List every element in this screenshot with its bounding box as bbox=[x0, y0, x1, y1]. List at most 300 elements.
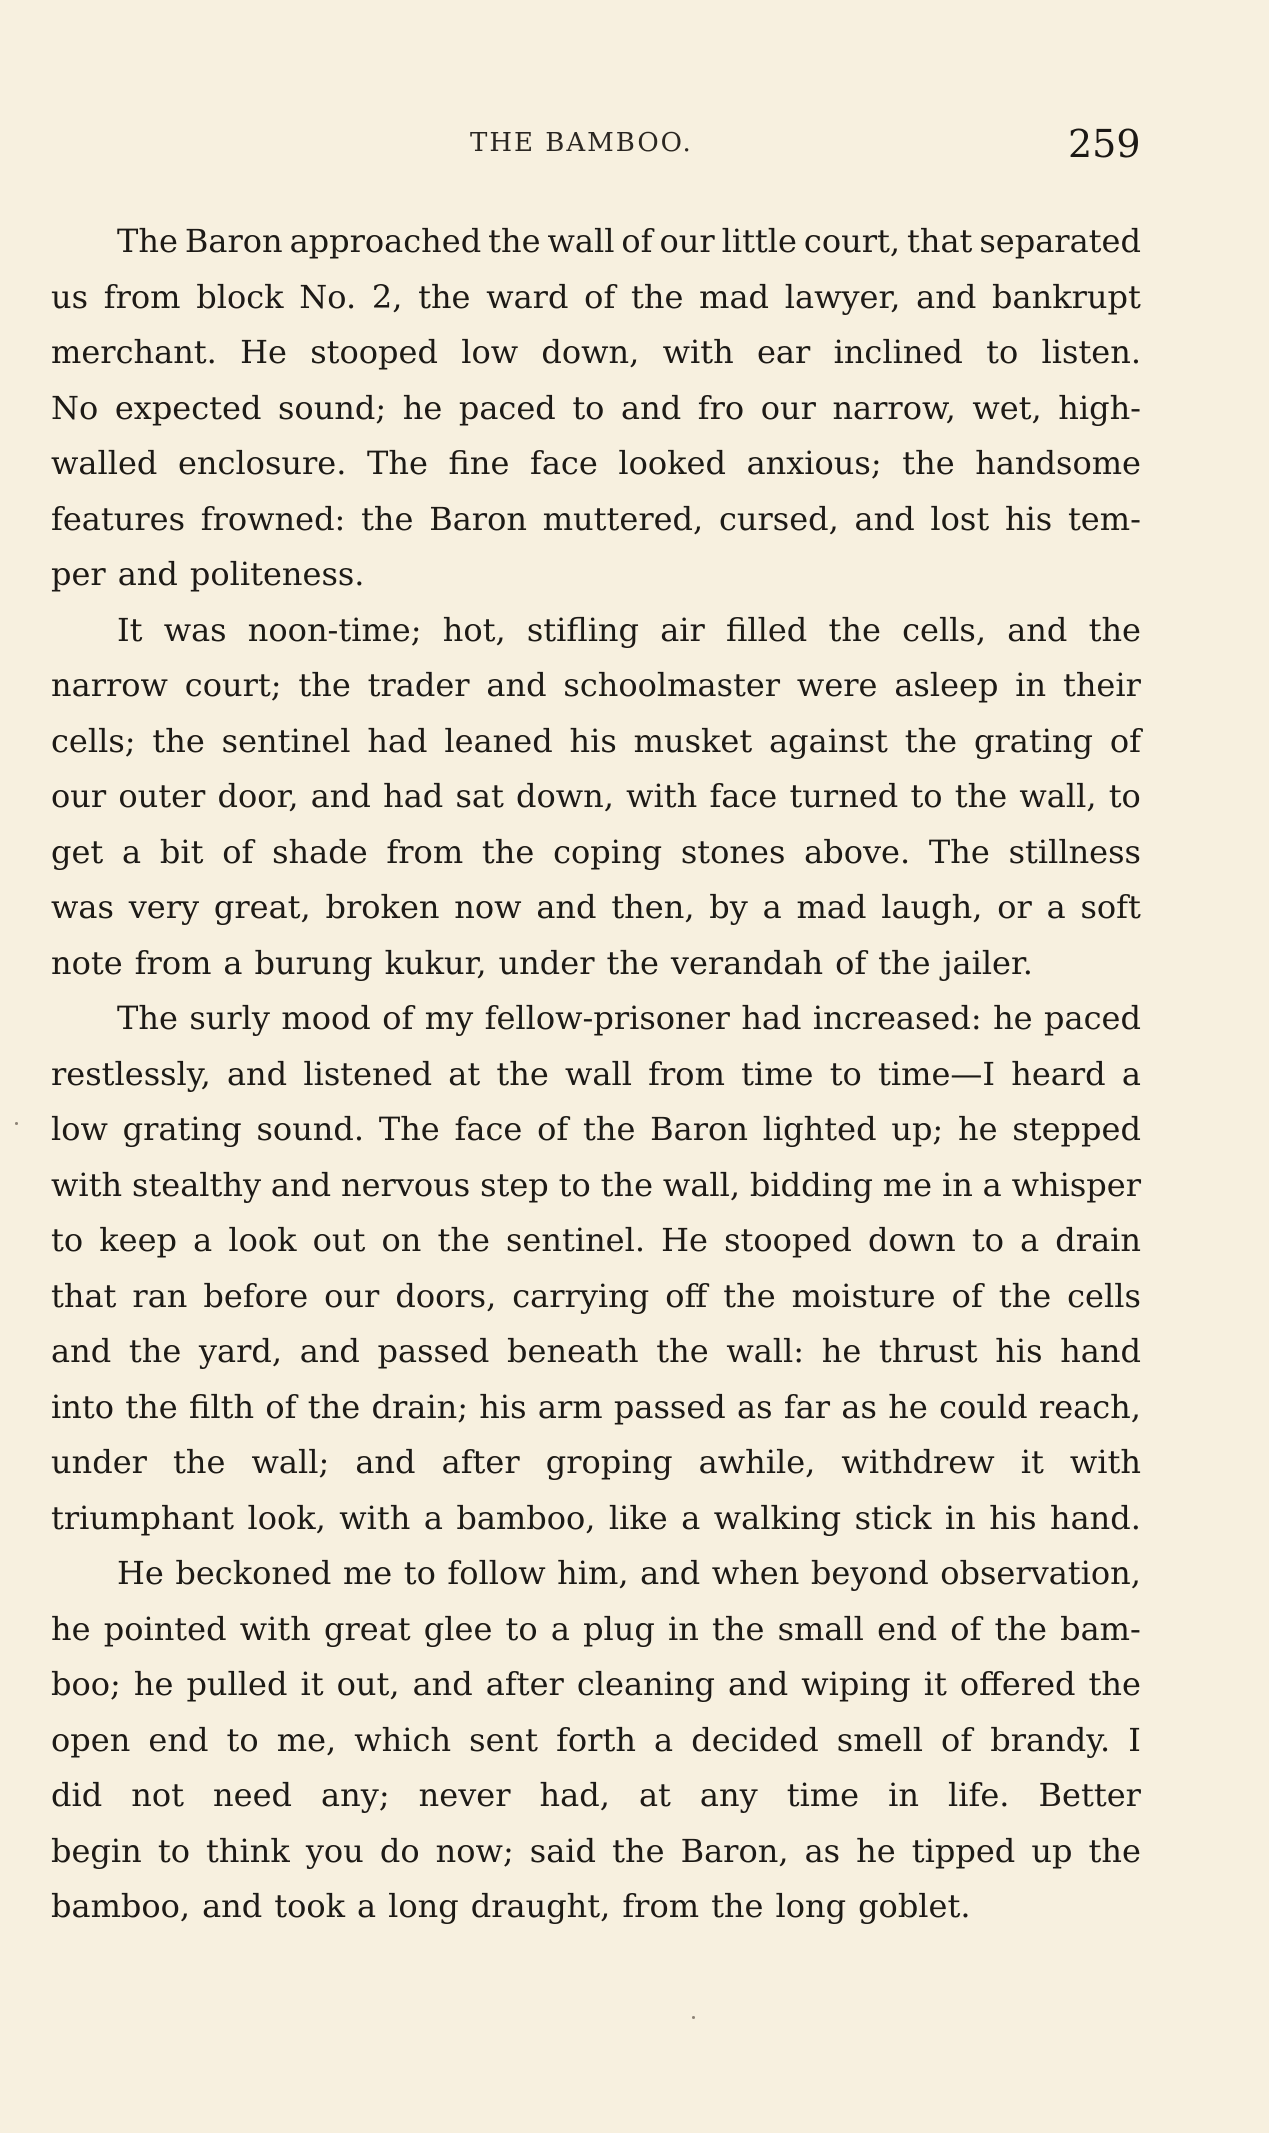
word: it bbox=[923, 1665, 947, 1703]
word: you bbox=[305, 1831, 364, 1870]
word: The bbox=[378, 1110, 440, 1148]
word: bidding bbox=[749, 1165, 873, 1204]
word: the bbox=[152, 721, 205, 760]
word: stepped bbox=[1012, 1110, 1141, 1148]
word: the bbox=[712, 1609, 765, 1648]
word: follow bbox=[447, 1554, 546, 1592]
word: bankrupt bbox=[992, 277, 1141, 316]
word: increased: bbox=[812, 999, 982, 1037]
text-line bbox=[51, 1657, 1141, 1713]
word: that bbox=[906, 222, 973, 260]
word: to bbox=[971, 1221, 1004, 1259]
word: the bbox=[606, 943, 659, 982]
word: me, bbox=[276, 1720, 337, 1759]
word: after bbox=[485, 1665, 564, 1703]
word: when bbox=[711, 1554, 800, 1592]
word: stooped bbox=[724, 1221, 852, 1259]
word: and bbox=[728, 1665, 789, 1703]
word: sentinel bbox=[221, 721, 351, 760]
word: him, bbox=[557, 1554, 629, 1592]
word: cells; bbox=[51, 721, 136, 760]
word: the bbox=[994, 1609, 1047, 1648]
word: fro bbox=[697, 388, 745, 427]
word: against bbox=[769, 721, 888, 760]
word: Baron bbox=[429, 499, 527, 538]
word: time bbox=[741, 1054, 814, 1093]
text-line bbox=[51, 547, 1141, 603]
word: note bbox=[51, 943, 123, 982]
word: drain bbox=[1055, 1221, 1141, 1259]
text-line bbox=[51, 1491, 1141, 1547]
word: looked bbox=[618, 444, 726, 482]
text-line bbox=[51, 1102, 1141, 1158]
word: of bbox=[951, 1276, 983, 1315]
word: the bbox=[173, 1443, 226, 1481]
word: the bbox=[600, 1165, 654, 1204]
word: sentinel. bbox=[506, 1221, 646, 1259]
word: and bbox=[226, 1054, 288, 1093]
word: far bbox=[783, 1387, 831, 1426]
word: passed bbox=[377, 1332, 490, 1370]
word: drain; bbox=[371, 1387, 468, 1426]
word: to bbox=[1108, 777, 1141, 815]
word: down bbox=[867, 1221, 956, 1259]
word: open bbox=[51, 1720, 131, 1759]
word: He bbox=[661, 1221, 708, 1259]
word: He bbox=[240, 333, 287, 371]
word: stones bbox=[680, 832, 786, 871]
word: as bbox=[737, 1387, 773, 1426]
text-line bbox=[51, 325, 1141, 381]
word: cursed, bbox=[718, 499, 839, 538]
word: now; bbox=[435, 1831, 514, 1870]
word: and bbox=[270, 1165, 332, 1204]
word: air bbox=[660, 610, 705, 649]
word: he bbox=[856, 1831, 896, 1870]
word: groping bbox=[545, 1443, 673, 1481]
text-line bbox=[51, 1546, 1141, 1602]
word: moisture bbox=[791, 1276, 936, 1315]
word: narrow bbox=[51, 666, 168, 704]
word: to bbox=[558, 1165, 591, 1204]
word: of bbox=[1109, 721, 1141, 760]
word: No bbox=[51, 388, 99, 427]
word: mood bbox=[281, 999, 371, 1037]
text-line bbox=[51, 1768, 1141, 1824]
word: now bbox=[454, 888, 522, 926]
word: musket bbox=[633, 721, 753, 760]
running-title: THE BAMBOO. bbox=[470, 128, 693, 158]
paragraph bbox=[51, 1546, 1141, 1935]
word: brandy. bbox=[990, 1720, 1111, 1759]
word: of bbox=[621, 222, 653, 260]
word: a bbox=[982, 1165, 1002, 1204]
word: of bbox=[950, 1609, 982, 1648]
word: low bbox=[461, 333, 519, 371]
word: sent bbox=[469, 1720, 538, 1759]
word: the bbox=[904, 721, 958, 760]
word: as bbox=[804, 1831, 841, 1870]
word: any bbox=[699, 1776, 758, 1814]
word: little bbox=[721, 222, 797, 260]
word: fine bbox=[448, 444, 510, 482]
word: he bbox=[133, 1665, 174, 1703]
word: keep bbox=[99, 1221, 177, 1259]
word: the bbox=[361, 499, 414, 538]
text-line bbox=[51, 1047, 1141, 1103]
word: before bbox=[203, 1276, 309, 1315]
word: I bbox=[1128, 1720, 1141, 1759]
word: frowned: bbox=[200, 499, 346, 538]
word: his bbox=[479, 1387, 527, 1426]
word: me bbox=[882, 1165, 933, 1204]
word: listen. bbox=[1041, 333, 1141, 371]
word: ear bbox=[756, 333, 811, 371]
word: of bbox=[222, 832, 254, 871]
text-line bbox=[51, 1324, 1141, 1380]
word: noon-time; bbox=[247, 610, 422, 649]
word: sound. bbox=[256, 1110, 365, 1148]
word: he bbox=[957, 1110, 998, 1148]
word: which bbox=[354, 1720, 452, 1759]
word: the bbox=[723, 1276, 776, 1315]
word: the bbox=[496, 1054, 549, 1093]
word: the bbox=[1088, 1665, 1141, 1703]
word: took bbox=[274, 1887, 346, 1925]
word: 2, bbox=[371, 277, 403, 316]
word: observation, bbox=[940, 1554, 1141, 1592]
word: hand. bbox=[1049, 1498, 1141, 1537]
word: with bbox=[239, 1609, 311, 1648]
word: Baron bbox=[184, 222, 283, 260]
text-line bbox=[51, 991, 1141, 1047]
word: and bbox=[621, 388, 682, 427]
word: of bbox=[537, 1110, 569, 1148]
word: in bbox=[1015, 666, 1047, 704]
word: the bbox=[437, 1221, 490, 1259]
word: a bbox=[193, 1221, 213, 1259]
word: verandah bbox=[670, 943, 824, 982]
word: grating bbox=[973, 721, 1094, 760]
word: from bbox=[103, 277, 181, 316]
word: or bbox=[997, 888, 1032, 926]
word: wiping bbox=[801, 1665, 911, 1703]
word: at bbox=[448, 1054, 481, 1093]
word: and bbox=[202, 1887, 263, 1925]
text-line bbox=[51, 1380, 1141, 1436]
word: life. bbox=[948, 1776, 1010, 1814]
word: out bbox=[312, 1221, 366, 1259]
word: and bbox=[640, 1554, 701, 1592]
word: a bbox=[223, 943, 243, 982]
word: down, bbox=[516, 777, 614, 815]
word: with bbox=[51, 1165, 123, 1204]
text-line bbox=[51, 1713, 1141, 1769]
word: in bbox=[941, 1165, 973, 1204]
word: off bbox=[665, 1276, 708, 1315]
word: small bbox=[777, 1609, 864, 1648]
word: arm bbox=[537, 1387, 603, 1426]
word: the bbox=[128, 1332, 182, 1370]
word: awhile, bbox=[698, 1443, 816, 1481]
word: enclosure. bbox=[177, 444, 347, 482]
word: cells bbox=[1067, 1276, 1141, 1315]
word: a bbox=[1121, 1054, 1141, 1093]
word: look bbox=[228, 1221, 297, 1259]
word: my bbox=[424, 999, 474, 1037]
word: expected bbox=[114, 388, 262, 427]
word: tipped bbox=[911, 1831, 1016, 1870]
word: the bbox=[582, 1110, 636, 1148]
word: and bbox=[310, 777, 371, 815]
word: a bbox=[1046, 888, 1066, 926]
word: his bbox=[1004, 499, 1053, 538]
word: pointed bbox=[103, 1609, 227, 1648]
word: a bbox=[550, 1609, 570, 1648]
word: mad bbox=[796, 888, 867, 926]
word: to bbox=[910, 777, 943, 815]
word: great, bbox=[213, 888, 311, 926]
word: jailer. bbox=[942, 943, 1033, 982]
word: of bbox=[941, 1720, 973, 1759]
word: whisper bbox=[1011, 1165, 1141, 1204]
word: with bbox=[339, 1498, 411, 1537]
word: filth bbox=[189, 1387, 255, 1426]
word: up bbox=[1031, 1831, 1073, 1870]
word: wall; bbox=[251, 1443, 330, 1481]
text-line bbox=[51, 603, 1141, 659]
word: walking bbox=[713, 1498, 842, 1537]
word: and bbox=[536, 888, 597, 926]
word: inclined bbox=[833, 333, 963, 371]
word: like bbox=[608, 1498, 668, 1537]
word: under bbox=[51, 1443, 147, 1481]
word: mad bbox=[699, 277, 770, 316]
word: to bbox=[403, 1554, 436, 1592]
word: offered bbox=[959, 1665, 1076, 1703]
word: he bbox=[821, 1332, 862, 1370]
word: boo; bbox=[51, 1665, 121, 1703]
word: asleep bbox=[894, 666, 999, 704]
word: the bbox=[656, 1332, 709, 1370]
word: and bbox=[51, 1332, 112, 1370]
word: our bbox=[51, 777, 107, 815]
word: in bbox=[668, 1609, 699, 1648]
word: withdrew bbox=[841, 1443, 995, 1481]
word: his bbox=[569, 721, 617, 760]
word: He bbox=[117, 1554, 164, 1592]
word: wall: bbox=[726, 1332, 805, 1370]
word: lighted bbox=[762, 1110, 877, 1148]
word: per bbox=[51, 555, 106, 593]
word: he bbox=[888, 1387, 928, 1426]
word: he bbox=[993, 999, 1033, 1037]
word: decided bbox=[691, 1720, 819, 1759]
word: narrow, bbox=[832, 388, 956, 427]
word: broken bbox=[325, 888, 440, 926]
word: politeness. bbox=[189, 555, 365, 593]
word: plug bbox=[583, 1609, 655, 1648]
word: bamboo, bbox=[51, 1887, 191, 1925]
word: listened bbox=[303, 1054, 433, 1093]
text-line bbox=[51, 880, 1141, 936]
word: from bbox=[648, 1054, 725, 1093]
word: wall bbox=[547, 222, 615, 260]
word: handsome bbox=[975, 444, 1141, 482]
word: ran bbox=[132, 1276, 188, 1315]
word: face bbox=[454, 1110, 523, 1148]
word: and bbox=[1007, 610, 1068, 649]
word: by bbox=[709, 888, 748, 926]
word: the bbox=[418, 277, 471, 316]
word: very bbox=[128, 888, 200, 926]
word: he bbox=[51, 1609, 91, 1648]
word: stillness bbox=[1008, 832, 1141, 871]
word: block bbox=[196, 277, 284, 316]
word: the bbox=[711, 1887, 764, 1925]
word: to bbox=[505, 1609, 538, 1648]
word: with bbox=[1069, 1443, 1141, 1481]
word: surly bbox=[189, 999, 270, 1037]
word: great bbox=[323, 1609, 411, 1648]
word: above. bbox=[804, 832, 911, 871]
word: the bbox=[481, 832, 535, 871]
word: at bbox=[638, 1776, 671, 1814]
word: kukur, bbox=[384, 943, 487, 982]
word: and bbox=[412, 1665, 473, 1703]
word: to bbox=[986, 333, 1019, 371]
word: a bbox=[762, 888, 782, 926]
paper-speck bbox=[15, 1122, 18, 1125]
word: step bbox=[480, 1165, 549, 1204]
word: soft bbox=[1080, 888, 1141, 926]
word: to bbox=[829, 1054, 862, 1093]
text-line bbox=[51, 936, 1141, 992]
word: shade bbox=[272, 832, 368, 871]
word: our bbox=[659, 222, 715, 260]
word: separated bbox=[979, 222, 1141, 260]
text-line bbox=[51, 1269, 1141, 1325]
word: and bbox=[117, 555, 178, 593]
paragraph bbox=[51, 603, 1141, 992]
word: nervous bbox=[340, 1165, 471, 1204]
word: it bbox=[300, 1665, 324, 1703]
word: a bbox=[1020, 1221, 1040, 1259]
text-line bbox=[51, 825, 1141, 881]
word: need bbox=[213, 1776, 292, 1814]
word: the bbox=[1088, 1831, 1141, 1870]
word: filled bbox=[726, 610, 808, 649]
word: a bbox=[357, 1887, 377, 1925]
word: of bbox=[584, 277, 616, 316]
word: forth bbox=[556, 1720, 636, 1759]
word: wet, bbox=[972, 388, 1042, 427]
word: out, bbox=[336, 1665, 400, 1703]
word: face bbox=[709, 777, 778, 815]
word: beneath bbox=[507, 1332, 639, 1370]
word: grating bbox=[122, 1110, 242, 1148]
word: could bbox=[939, 1387, 1028, 1426]
word: said bbox=[529, 1831, 597, 1870]
word: end bbox=[877, 1609, 938, 1648]
word: merchant. bbox=[51, 333, 217, 371]
word: yard, bbox=[198, 1332, 283, 1370]
word: outer bbox=[118, 777, 206, 815]
word: and bbox=[486, 666, 547, 704]
word: beckoned bbox=[175, 1554, 332, 1592]
word: low bbox=[51, 1110, 108, 1148]
word: The bbox=[117, 222, 178, 260]
word: time—I bbox=[878, 1054, 996, 1093]
paper-speck bbox=[692, 2016, 695, 2019]
word: think bbox=[206, 1831, 290, 1870]
word: end bbox=[148, 1720, 209, 1759]
word: the bbox=[298, 666, 351, 704]
paragraph bbox=[51, 214, 1141, 603]
word: in bbox=[944, 1498, 976, 1537]
word: beyond bbox=[810, 1554, 929, 1592]
body-text bbox=[51, 214, 1141, 1935]
word: a bbox=[423, 1498, 443, 1537]
word: the bbox=[902, 444, 955, 482]
word: in bbox=[888, 1776, 919, 1814]
word: heard bbox=[1011, 1054, 1106, 1093]
word: the bbox=[488, 222, 541, 260]
text-line bbox=[51, 381, 1141, 437]
word: hand bbox=[1060, 1332, 1141, 1370]
word: us bbox=[51, 277, 89, 316]
word: any; bbox=[321, 1776, 390, 1814]
word: to bbox=[572, 388, 605, 427]
word: Better bbox=[1038, 1776, 1141, 1814]
word: after bbox=[441, 1443, 520, 1481]
word: the bbox=[878, 943, 931, 982]
word: from bbox=[622, 1887, 700, 1925]
word: carrying bbox=[512, 1276, 650, 1315]
word: into bbox=[51, 1387, 114, 1426]
word: the bbox=[998, 1276, 1052, 1315]
word: and bbox=[299, 1332, 360, 1370]
word: with bbox=[662, 333, 734, 371]
word: court, bbox=[803, 222, 901, 260]
text-line bbox=[51, 492, 1141, 548]
text-line bbox=[51, 658, 1141, 714]
word: triumphant bbox=[51, 1498, 234, 1537]
word: and bbox=[355, 1443, 416, 1481]
word: fellow-prisoner bbox=[484, 999, 730, 1037]
word: had bbox=[383, 777, 444, 815]
word: door, bbox=[217, 777, 299, 815]
word: under bbox=[498, 943, 595, 982]
word: anxious; bbox=[746, 444, 882, 482]
word: begin bbox=[51, 1831, 142, 1870]
word: on bbox=[381, 1221, 422, 1259]
word: wall bbox=[565, 1054, 632, 1093]
word: of bbox=[835, 943, 867, 982]
word: from bbox=[386, 832, 464, 871]
word: cells, bbox=[902, 610, 986, 649]
word: bit bbox=[159, 832, 204, 871]
word: of bbox=[265, 1387, 297, 1426]
word: restlessly, bbox=[51, 1054, 211, 1093]
text-line bbox=[51, 1879, 1141, 1935]
word: sound; bbox=[278, 388, 387, 427]
word: coping bbox=[553, 832, 663, 871]
word: had bbox=[367, 721, 428, 760]
word: It bbox=[117, 610, 143, 649]
word: and bbox=[916, 277, 977, 316]
page-number: 259 bbox=[1068, 122, 1141, 166]
